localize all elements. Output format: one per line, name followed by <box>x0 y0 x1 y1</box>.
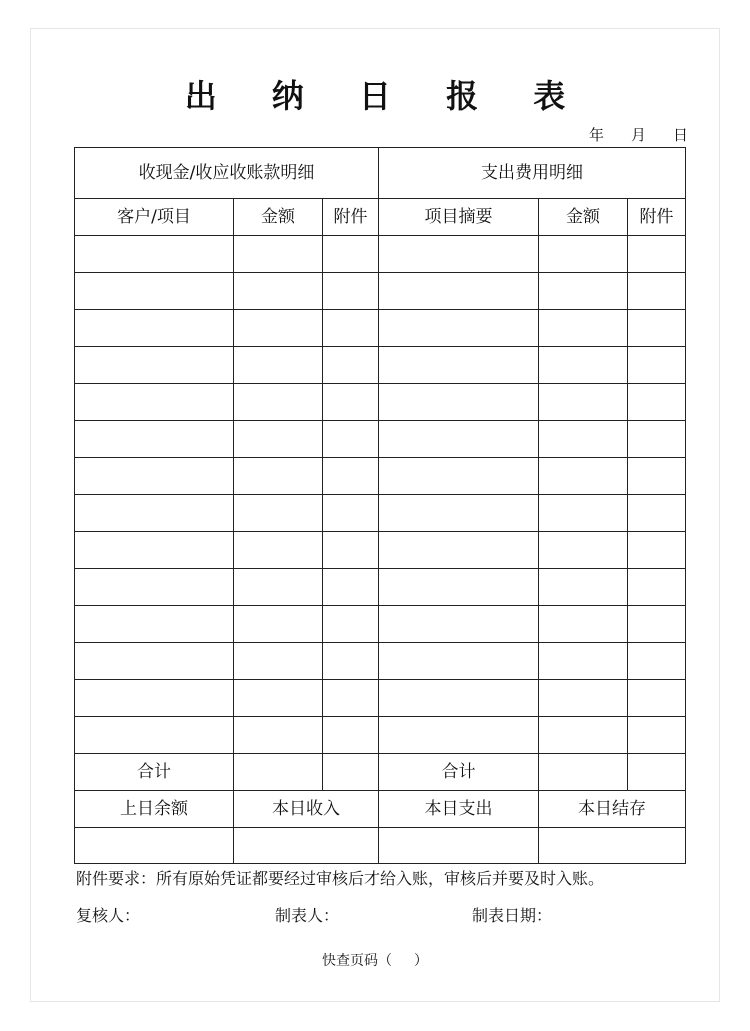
today-income-label: 本日收入 <box>234 791 379 828</box>
date-year-label: 年 <box>589 126 605 144</box>
customer-item-cell[interactable] <box>75 384 234 421</box>
balance-header-row <box>75 791 686 828</box>
expense-attachment-cell[interactable] <box>628 495 686 532</box>
customer-item-cell[interactable] <box>75 532 234 569</box>
header-income-attachment: 附件 <box>323 199 379 236</box>
expense-summary-cell[interactable] <box>379 532 539 569</box>
income-attachment-cell[interactable] <box>323 717 379 754</box>
expense-amount-cell[interactable] <box>539 384 628 421</box>
date-day-label: 日 <box>673 126 689 144</box>
income-attachment-cell[interactable] <box>323 680 379 717</box>
income-amount-cell[interactable] <box>234 236 323 273</box>
customer-item-cell[interactable] <box>75 495 234 532</box>
income-amount-cell[interactable] <box>234 532 323 569</box>
expense-amount-cell[interactable] <box>539 532 628 569</box>
income-total-label: 合计 <box>75 754 234 791</box>
page-number-suffix: ） <box>414 953 428 969</box>
expense-attachment-cell[interactable] <box>628 421 686 458</box>
entry-row <box>75 569 686 606</box>
page-number <box>0 952 750 970</box>
income-attachment-cell[interactable] <box>323 273 379 310</box>
expense-summary-cell[interactable] <box>379 606 539 643</box>
previous-balance-label: 上日余额 <box>75 791 234 828</box>
income-attachment-cell[interactable] <box>323 347 379 384</box>
expense-attachment-cell[interactable] <box>628 458 686 495</box>
customer-item-cell[interactable] <box>75 421 234 458</box>
entry-row <box>75 495 686 532</box>
customer-item-cell[interactable] <box>75 347 234 384</box>
expense-summary-cell[interactable] <box>379 310 539 347</box>
today-balance-cell[interactable] <box>539 828 686 864</box>
expense-amount-cell[interactable] <box>539 495 628 532</box>
expense-summary-cell[interactable] <box>379 421 539 458</box>
attachment-requirement-note: 附件要求：所有原始凭证都要经过审核后才给入账，审核后并要及时入账。 <box>76 869 605 888</box>
expense-attachment-cell[interactable] <box>628 347 686 384</box>
page-title: 出 纳 日 报 表 <box>184 77 588 115</box>
customer-item-cell[interactable] <box>75 680 234 717</box>
entry-row <box>75 532 686 569</box>
balance-value-row <box>75 828 686 864</box>
income-amount-cell[interactable] <box>234 384 323 421</box>
expense-attachment-cell[interactable] <box>628 569 686 606</box>
income-total-attachment-cell[interactable] <box>323 754 379 791</box>
expense-attachment-cell[interactable] <box>628 273 686 310</box>
income-attachment-cell[interactable] <box>323 421 379 458</box>
expense-attachment-cell[interactable] <box>628 310 686 347</box>
page-number-prefix: 快查页码（ <box>322 953 392 969</box>
income-amount-cell[interactable] <box>234 310 323 347</box>
preparer-label: 制表人： <box>275 906 340 925</box>
section-header-row <box>75 148 686 199</box>
expense-attachment-cell[interactable] <box>628 606 686 643</box>
expense-summary-cell[interactable] <box>379 458 539 495</box>
entry-row <box>75 643 686 680</box>
expense-total-amount-cell[interactable] <box>539 754 628 791</box>
expense-summary-cell[interactable] <box>379 680 539 717</box>
totals-row <box>75 754 686 791</box>
income-amount-cell[interactable] <box>234 606 323 643</box>
expense-summary-cell[interactable] <box>379 273 539 310</box>
income-attachment-cell[interactable] <box>323 569 379 606</box>
expense-attachment-cell[interactable] <box>628 236 686 273</box>
entry-row <box>75 273 686 310</box>
expense-summary-cell[interactable] <box>379 236 539 273</box>
income-attachment-cell[interactable] <box>323 643 379 680</box>
customer-item-cell[interactable] <box>75 569 234 606</box>
customer-item-cell[interactable] <box>75 236 234 273</box>
customer-item-cell[interactable] <box>75 273 234 310</box>
expense-summary-cell[interactable] <box>379 495 539 532</box>
income-amount-cell[interactable] <box>234 421 323 458</box>
expense-amount-cell[interactable] <box>539 643 628 680</box>
expense-summary-cell[interactable] <box>379 347 539 384</box>
header-expense-amount: 金额 <box>539 199 628 236</box>
expense-amount-cell[interactable] <box>539 347 628 384</box>
expense-amount-cell[interactable] <box>539 717 628 754</box>
expense-amount-cell[interactable] <box>539 569 628 606</box>
today-expense-cell[interactable] <box>379 828 539 864</box>
cashier-report-table <box>74 147 686 864</box>
expense-amount-cell[interactable] <box>539 273 628 310</box>
income-amount-cell[interactable] <box>234 643 323 680</box>
expense-amount-cell[interactable] <box>539 458 628 495</box>
income-attachment-cell[interactable] <box>323 606 379 643</box>
entry-row <box>75 680 686 717</box>
expense-amount-cell[interactable] <box>539 680 628 717</box>
income-amount-cell[interactable] <box>234 458 323 495</box>
income-amount-cell[interactable] <box>234 717 323 754</box>
expense-attachment-cell[interactable] <box>628 643 686 680</box>
income-attachment-cell[interactable] <box>323 310 379 347</box>
income-amount-cell[interactable] <box>234 495 323 532</box>
income-amount-cell[interactable] <box>234 680 323 717</box>
expense-total-label: 合计 <box>379 754 539 791</box>
previous-balance-cell[interactable] <box>75 828 234 864</box>
income-attachment-cell[interactable] <box>323 495 379 532</box>
expense-section-header: 支出费用明细 <box>379 148 686 199</box>
expense-summary-cell[interactable] <box>379 569 539 606</box>
expense-amount-cell[interactable] <box>539 421 628 458</box>
prepared-date-label: 制表日期： <box>472 906 553 925</box>
income-amount-cell[interactable] <box>234 273 323 310</box>
expense-summary-cell[interactable] <box>379 643 539 680</box>
expense-attachment-cell[interactable] <box>628 532 686 569</box>
header-income-amount: 金额 <box>234 199 323 236</box>
income-total-amount-cell[interactable] <box>234 754 323 791</box>
expense-amount-cell[interactable] <box>539 606 628 643</box>
expense-attachment-cell[interactable] <box>628 384 686 421</box>
entry-row <box>75 310 686 347</box>
today-income-cell[interactable] <box>234 828 379 864</box>
entry-row <box>75 236 686 273</box>
expense-summary-cell[interactable] <box>379 384 539 421</box>
customer-item-cell[interactable] <box>75 717 234 754</box>
column-header-row <box>75 199 686 236</box>
entry-row <box>75 458 686 495</box>
customer-item-cell[interactable] <box>75 606 234 643</box>
header-customer-item: 客户/项目 <box>75 199 234 236</box>
header-expense-summary: 项目摘要 <box>379 199 539 236</box>
reviewer-label: 复核人： <box>76 906 141 925</box>
date-month-label: 月 <box>631 126 647 144</box>
income-attachment-cell[interactable] <box>323 532 379 569</box>
entry-row <box>75 606 686 643</box>
income-section-header: 收现金/收应收账款明细 <box>75 148 379 199</box>
income-amount-cell[interactable] <box>234 569 323 606</box>
expense-summary-cell[interactable] <box>379 717 539 754</box>
entry-row <box>75 421 686 458</box>
entry-row <box>75 717 686 754</box>
income-amount-cell[interactable] <box>234 347 323 384</box>
customer-item-cell[interactable] <box>75 643 234 680</box>
today-balance-label: 本日结存 <box>539 791 686 828</box>
income-attachment-cell[interactable] <box>323 458 379 495</box>
expense-attachment-cell[interactable] <box>628 680 686 717</box>
entry-row <box>75 384 686 421</box>
expense-total-attachment-cell[interactable] <box>628 754 686 791</box>
expense-amount-cell[interactable] <box>539 236 628 273</box>
income-attachment-cell[interactable] <box>323 384 379 421</box>
expense-attachment-cell[interactable] <box>628 717 686 754</box>
today-expense-label: 本日支出 <box>379 791 539 828</box>
customer-item-cell[interactable] <box>75 458 234 495</box>
income-attachment-cell[interactable] <box>323 236 379 273</box>
header-expense-attachment: 附件 <box>628 199 686 236</box>
entry-row <box>75 347 686 384</box>
customer-item-cell[interactable] <box>75 310 234 347</box>
expense-amount-cell[interactable] <box>539 310 628 347</box>
